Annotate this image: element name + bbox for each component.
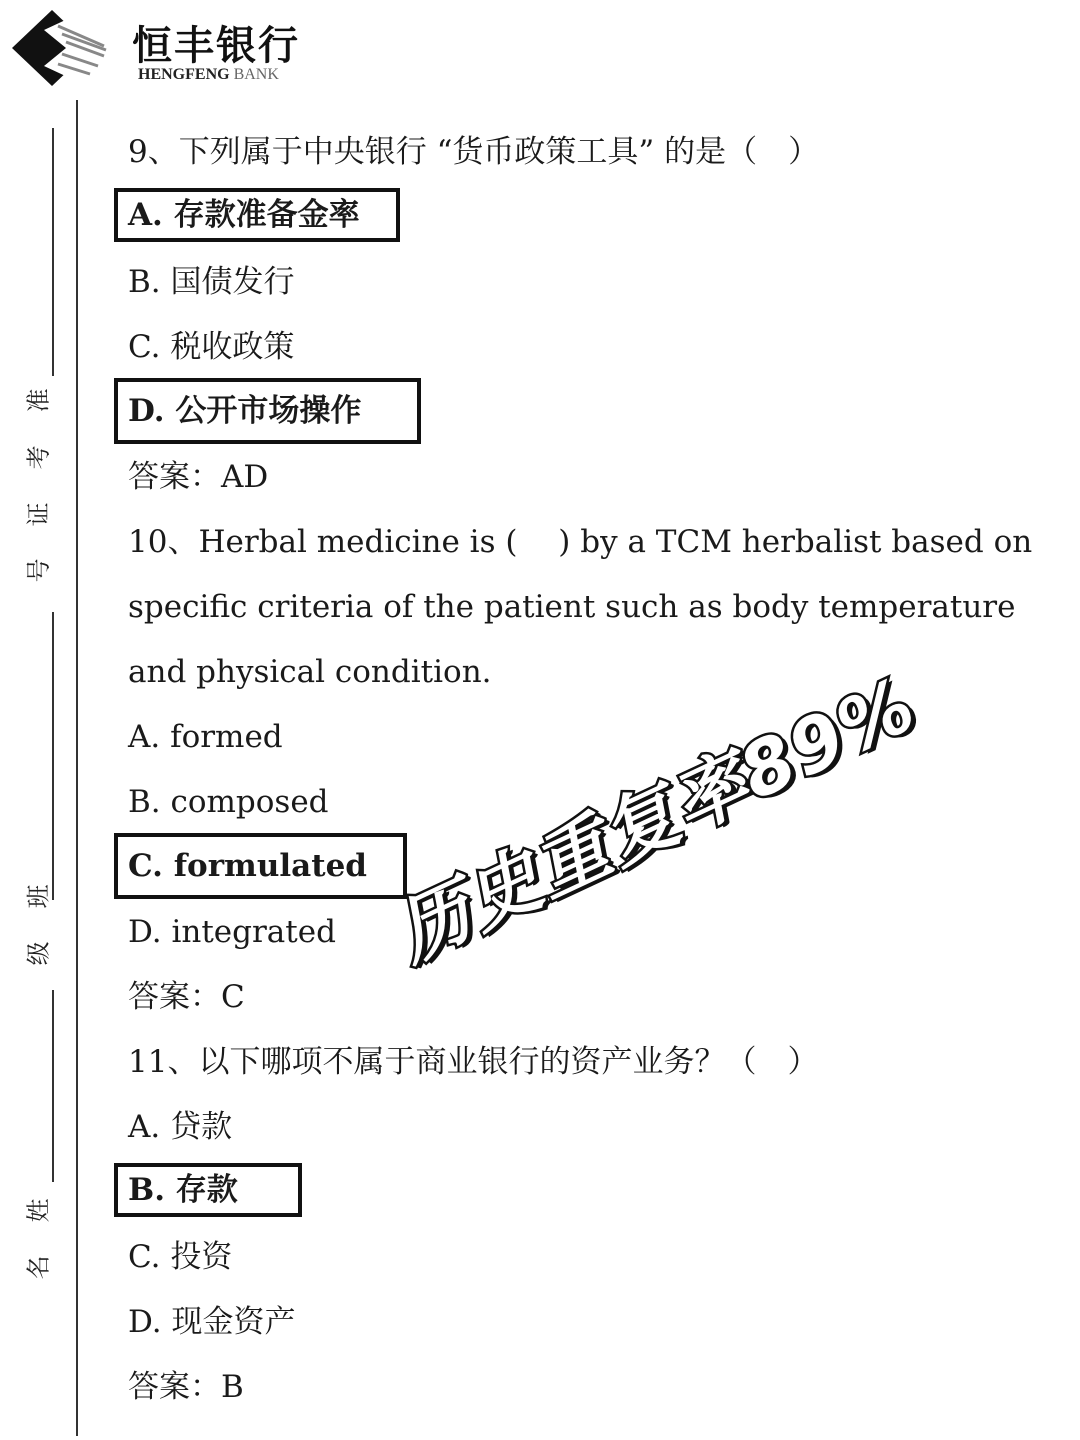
margin-label-char: 准 xyxy=(24,388,53,413)
margin-label-char: 考 xyxy=(24,445,53,470)
bank-name-en-bold: HENGFENG xyxy=(138,66,230,83)
option-c: C. 税收政策 xyxy=(128,329,295,365)
option-b: B. 国债发行 xyxy=(128,264,295,300)
question-stem: 11、以下哪项不属于商业银行的资产业务？（ ） xyxy=(128,1044,819,1080)
option-d: D. 现金资产 xyxy=(128,1304,296,1340)
answer-line: 答案：AD xyxy=(128,459,269,495)
question-11 xyxy=(128,1030,1044,1420)
answer-line: 答案：C xyxy=(128,979,245,1015)
answer-line: 答案：B xyxy=(128,1369,244,1405)
bank-logo xyxy=(12,8,332,88)
name-fill-line xyxy=(52,990,54,1182)
exam-id-fill-line xyxy=(52,128,54,376)
option-b: B. composed xyxy=(128,784,329,820)
binding-margin-rule xyxy=(76,100,78,1436)
margin-label-char: 级 xyxy=(24,941,53,966)
option-d xyxy=(128,380,1044,445)
correct-option-box: A. 存款准备金率 xyxy=(114,188,400,242)
class-fill-line xyxy=(52,612,54,900)
option-a: A. formed xyxy=(128,719,283,755)
class-label xyxy=(24,868,54,982)
question-list xyxy=(128,120,1044,1420)
margin-label-char: 姓 xyxy=(24,1198,53,1223)
option-b xyxy=(128,1160,1044,1225)
repeat-rate-watermark: 历史重复率89% xyxy=(382,661,930,978)
exam-id-label xyxy=(24,372,54,599)
question-stem: 9、下列属于中央银行 “货币政策工具” 的是（ ） xyxy=(128,134,820,170)
question-stem-line: specific criteria of the patient such as body temperature xyxy=(128,589,1016,625)
option-d: D. integrated xyxy=(128,914,336,950)
margin-label-char: 班 xyxy=(24,884,53,909)
correct-option-box: D. 公开市场操作 xyxy=(114,378,421,444)
margin-label-char: 证 xyxy=(24,501,53,526)
correct-option-box: B. 存款 xyxy=(114,1163,302,1217)
hengfeng-diamond-logo-icon xyxy=(12,8,112,88)
question-9 xyxy=(128,120,1044,510)
question-stem-line: 10、Herbal medicine is ( ) by a TCM herbalist based on xyxy=(128,524,1033,560)
bank-name-en-light: BANK xyxy=(233,66,279,83)
option-c: C. 投资 xyxy=(128,1239,233,1275)
option-a xyxy=(128,185,1044,250)
bank-name-cn: 恒丰银行 xyxy=(132,23,300,69)
bank-name-en xyxy=(138,66,279,84)
margin-label-char: 号 xyxy=(24,558,53,583)
correct-option-box: C. formulated xyxy=(114,833,407,899)
name-label xyxy=(24,1182,54,1296)
question-10 xyxy=(128,510,1044,1030)
margin-label-char: 名 xyxy=(24,1255,53,1280)
option-a: A. 贷款 xyxy=(128,1109,233,1145)
question-stem-line: and physical condition. xyxy=(128,654,492,690)
